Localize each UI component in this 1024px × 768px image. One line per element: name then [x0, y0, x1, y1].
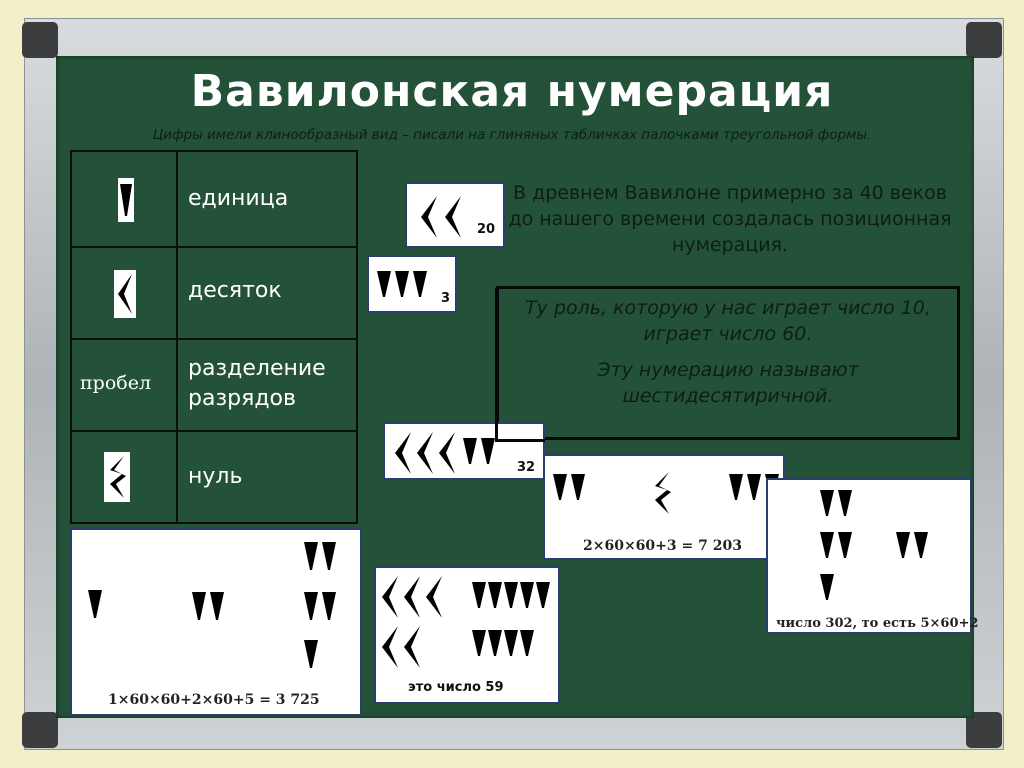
legend-row-unit: [70, 150, 358, 248]
legend-row-ten: [70, 246, 358, 340]
history-text: В древнем Вавилоне примерно за 40 веков до нашего времени создалась позиционная нумерация.: [508, 182, 952, 256]
zero-wedge-icon: [104, 452, 130, 502]
slide-subtitle: Цифры имели клинообразный вид – писали на глиняных табличках палочками треугольной формы.: [152, 127, 872, 143]
example-card-59: [374, 566, 560, 704]
card-value: 20: [477, 222, 496, 237]
cuneiform-3725-icon: [86, 538, 346, 688]
frame-corner: [22, 712, 58, 748]
card-value: 32: [517, 460, 536, 475]
legend-row-zero: [70, 430, 358, 524]
legend-row-separator: [70, 338, 358, 432]
card-formula: 2×60×60+3 = 7 203: [583, 538, 742, 554]
connector-line: [495, 288, 498, 442]
cuneiform-7203-icon: [551, 470, 781, 520]
ten-wedges-icon: [415, 192, 475, 242]
legend-label: десяток: [188, 278, 282, 303]
legend-symbol-cell: [72, 340, 178, 430]
legend-symbol-cell: [72, 248, 178, 338]
frame-corner: [22, 22, 58, 58]
card-formula: число 302, то есть 5×60+2: [776, 616, 979, 631]
unit-wedges-icon: [375, 267, 435, 307]
card-caption: это число 59: [408, 680, 504, 695]
unit-wedge-icon: [118, 178, 134, 222]
example-card-302: [766, 478, 979, 634]
ten-wedge-icon: [114, 270, 136, 318]
slide-title: Вавилонская нумерация: [190, 66, 834, 117]
rule-box: [496, 286, 960, 440]
legend-table: [70, 150, 358, 524]
legend-symbol-cell: [72, 152, 178, 246]
rule-line-1: Ту роль, которую у нас играет число 10, играет число 60.: [525, 297, 931, 345]
example-card-3725: [70, 528, 362, 716]
legend-label: нуль: [188, 464, 243, 489]
example-card-20: [405, 182, 505, 248]
cuneiform-59-icon: [380, 574, 556, 674]
space-label: пробел: [80, 372, 152, 394]
cuneiform-302-icon: [818, 486, 978, 606]
rule-line-2: Эту нумерацию называют шестидесятиричной.: [597, 359, 859, 407]
legend-symbol-cell: [72, 432, 178, 522]
example-card-7203: [543, 454, 785, 560]
card-formula: 1×60×60+2×60+5 = 3 725: [108, 692, 320, 708]
example-card-32: [383, 422, 545, 480]
frame-corner: [966, 22, 1002, 58]
legend-label: единица: [188, 186, 289, 211]
connector-line: [495, 439, 545, 442]
example-card-3: [367, 255, 457, 313]
card-value: 3: [441, 291, 451, 306]
legend-label: разделение разрядов: [188, 356, 326, 411]
